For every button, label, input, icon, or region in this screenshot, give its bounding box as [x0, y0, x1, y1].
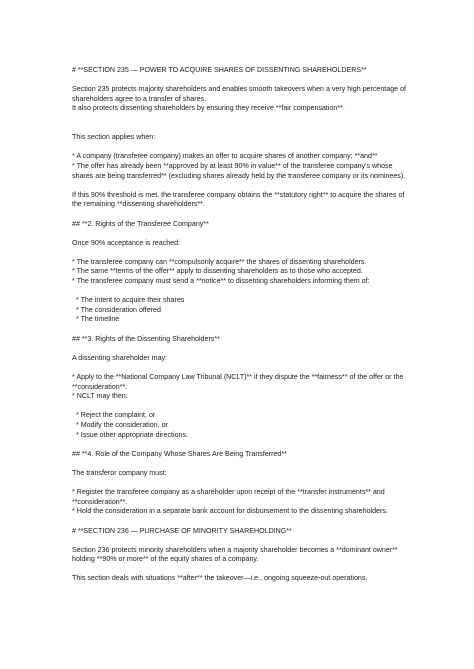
- notice-item: * The intent to acquire their shares: [76, 296, 185, 305]
- list-item: * NCLT may then:: [72, 392, 128, 401]
- threshold-text: If this 90% threshold is met, the transferee company obtains the **statutory right** to acquire the shares of the remaining **dissenting shareholders**.: [72, 190, 407, 209]
- list-item: * Register the transferee company as a shareholder upon receipt of the **transfer instruments** and **consideration**.: [72, 488, 387, 506]
- rights-transferee-heading: ## **2. Rights of the Transferee Company**: [72, 219, 209, 228]
- list-item: * The same **terms of the offer** apply to dissenting shareholders as to those who accepted.: [72, 267, 363, 276]
- section-236-intro: Section 236 protects minority shareholders when a majority shareholder becomes a **dominant owner** holding **90% or more** of the equity shares of a company.: [72, 545, 400, 564]
- applies-when-text: This section applies when:: [72, 133, 156, 142]
- nclt-item: * Issue other appropriate directions.: [76, 430, 188, 439]
- section-235-heading: # **SECTION 235 — POWER TO ACQUIRE SHARES OF DISSENTING SHAREHOLDERS**: [72, 66, 367, 74]
- notice-item: * The consideration offered: [76, 305, 161, 314]
- section-236-deals-with: This section deals with situations **after** the takeover—i.e., ongoing squeeze-out operations.: [72, 574, 368, 583]
- may-text: A dissenting shareholder may:: [72, 353, 168, 362]
- rights-dissenting-heading: ## **3. Rights of the Dissenting Shareholders**: [72, 334, 220, 343]
- section-235-intro-2: It also protects dissenting shareholders by ensuring they receive **fair compensation**.: [72, 104, 345, 113]
- document-body: [72, 66, 412, 584]
- once-reached-text: Once 90% acceptance is reached:: [72, 238, 181, 247]
- must-text: The transferor company must:: [72, 468, 167, 477]
- list-item: * Hold the consideration in a separate bank account for disbursement to the dissenting shareholders.: [72, 507, 388, 516]
- list-item: * The transferee company must send a **notice** to dissenting shareholders informing them of:: [72, 277, 370, 286]
- role-company-heading: ## **4. Role of the Company Whose Shares Are Being Transferred**: [72, 449, 287, 458]
- condition-item: * A company (transferee company) makes an offer to acquire shares of another company; **and**: [72, 152, 378, 161]
- notice-item: * The timeline: [76, 315, 120, 324]
- section-236-heading: # **SECTION 236 — PURCHASE OF MINORITY SHAREHOLDING**: [72, 526, 292, 535]
- condition-item: * The offer has already been **approved by at least 90% in value** of the transferee company's whose shares are being transferred** (excluding shares already held by the transferee company or its nominees).: [72, 161, 406, 180]
- list-item: * Apply to the **National Company Law Tribunal (NCLT)** if they dispute the **fairness** of the offer or the **consideration**.: [72, 373, 406, 391]
- nclt-item: * Modify the consideration, or: [76, 420, 168, 429]
- nclt-item: * Reject the complaint, or: [76, 411, 156, 420]
- section-235-intro-1: Section 235 protects majority shareholders and enables smooth takeovers when a very high percentage of shareholders agree to a transfer of shares.: [72, 85, 408, 103]
- list-item: * The transferee company can **compulsorily acquire** the shares of dissenting shareholders.: [72, 257, 367, 266]
